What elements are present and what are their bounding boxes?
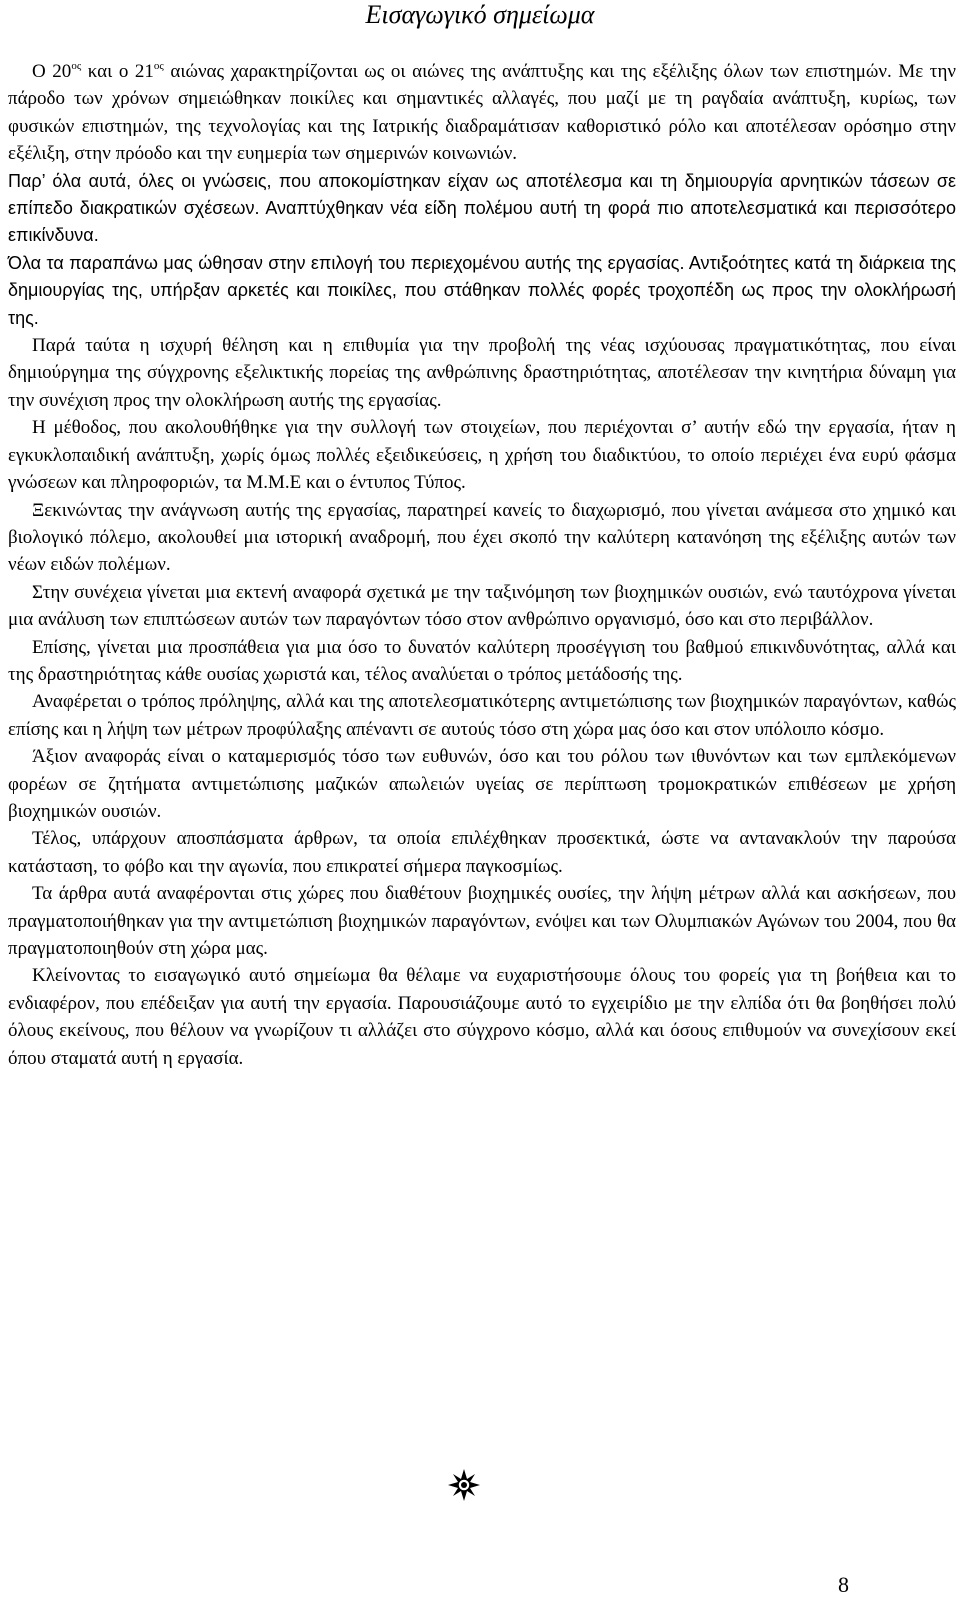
paragraph: Στην συνέχεια γίνεται μια εκτενή αναφορά σχετικά με την ταξινόμηση των βιοχημικών ουσιών, ενώ ταυτόχρονα γίνεται μια ανάλυση των επιπτώσεων αυτών των παραγόντων τόσο στον ανθρώπινο οργανισμό, όσο και στο περιβάλλον. <box>8 581 956 631</box>
page-number: 8 <box>838 1572 849 1597</box>
intro-prefix: Ο 20 <box>32 61 72 82</box>
paragraph: Αναφέρεται ο τρόπος πρόληψης, αλλά και της αποτελεσματικότερης αντιμετώπισης των βιοχημικών παραγόντων, καθώς επίσης και η λήψη των μέτρων προφύλαξης απέναντι σε αυτούς τόσο στη χώρα μας όσο και στον υπόλοιπο κόσμο. <box>8 691 956 740</box>
paragraph-intro <box>8 58 956 168</box>
paragraph: Κλείνοντας το εισαγωγικό αυτό σημείωμα θα θέλαμε να ευχαριστήσουμε όλους του φορείς για τη βοήθεια και το ενδιαφέρον, που επέδειξαν για αυτή την εργασία. Παρουσιάζουμε αυτό το εγχειρίδιο με την ελπίδα ότι θα βοηθήσει πολύ όλους εκείνους, που θέλουν να γνωρίζουν τι αλλάζει στο σύγχρονο κόσμο, αλλά και όσους επιθυμούν να συνεχίσουν εκεί όπου σταματά αυτή η εργασία. <box>8 965 956 1069</box>
paragraph: Παρά ταύτα η ισχυρή θέληση και η επιθυμία για την προβολή της νέας ισχύουσας πραγματικότητας, που είναι δημιούργημα της σύγχρονης εξελικτικής πορείας της ανθρώπινης δραστηριότητας, αποτέλεσαν την κινητήρια δύναμη για την συνέχιση προς την ολοκλήρωση αυτής της εργασίας. <box>8 335 956 411</box>
paragraph: Επίσης, γίνεται μια προσπάθεια για μια όσο το δυνατόν καλύτερη προσέγγιση του βαθμού επικινδυνότητας, αλλά και της δραστηριότητας κάθε ουσίας χωριστά και, τέλος αναλύεται ο τρόπος μετάδοσής της. <box>8 636 956 685</box>
ordinal-superscript: ος <box>153 60 164 72</box>
intro-mid: και ο 21 <box>81 61 154 82</box>
paragraph: Η μέθοδος, που ακολουθήθηκε για την συλλογή των στοιχείων, που περιέχονται σ’ αυτήν εδώ την εργασία, ήταν η εγκυκλοπαιδική ανάπτυξη, χωρίς όμως πολλές εξειδικεύσεις, η χρήση του διαδικτύου, το οποίο περιέχει ένα ευρύ φάσμα γνώσεων και πληροφοριών, τα Μ.Μ.Ε και ο έντυπος Τύπος. <box>8 417 956 494</box>
ordinal-superscript: ος <box>71 60 82 72</box>
paragraph: Παρ’ όλα αυτά, όλες οι γνώσεις, που αποκομίστηκαν είχαν ως αποτέλεσμα και τη δημιουργία αρνητικών τάσεων σε επίπεδο διακρατικών σχέσεων. Αναπτύχθηκαν νέα είδη πολέμου αυτή τη φορά πιο αποτελεσματικά και περισσότερο επικίνδυνα. <box>8 170 956 246</box>
body-text <box>8 58 956 1072</box>
paragraph: Άξιον αναφοράς είναι ο καταμερισμός τόσο των ευθυνών, όσο και του ρόλου των ιθυνόντων και των εμπλεκόμενων φορέων σε ζητήματα αντιμετώπισης μαζικών απωλειών υγείας σε περίπτωση τρομοκρατικών επιθέσεων με χρήση βιοχημικών ουσιών. <box>8 746 956 822</box>
paragraph: Όλα τα παραπάνω μας ώθησαν στην επιλογή του περιεχομένου αυτής της εργασίας. Αντιξοότητες κατά τη διάρκεια της δημιουργίας της, υπήρξαν αρκετές και ποικίλες, που στάθηκαν πολλές φορές τροχοπέδη ως προς την ολοκλήρωσή της. <box>8 252 956 328</box>
star-burst-icon <box>447 1468 481 1502</box>
intro-rest: αιώνας χαρακτηρίζονται ως οι αιώνες της ανάπτυξης και της εξέλιξης όλων των επιστημών. Με την πάροδο των χρόνων σημειώθηκαν ποικίλες και σημαντικές αλλαγές, που μαζί με τη ραγδαία ανάπτυξη, κυρίως, των φυσικών επιστημών, της τεχνολογίας και της Ιατρικής διαδραμάτισαν καθοριστικό ρόλο και αποτέλεσαν ορόσημο στην εξέλιξη, στην πρόοδο και την ευημερία των σημερινών κοινωνιών. <box>8 61 956 165</box>
paragraph: Τα άρθρα αυτά αναφέρονται στις χώρες που διαθέτουν βιοχημικές ουσίες, την λήψη μέτρων αλλά και ασκήσεων, που πραγματοποιήθηκαν για την αντιμετώπιση βιοχημικών παραγόντων, ενόψει και των Ολυμπιακών Αγώνων του 2004, που θα πραγματοποιηθούν στη χώρα μας. <box>8 883 956 959</box>
paragraph: Ξεκινώντας την ανάγνωση αυτής της εργασίας, παρατηρεί κανείς το διαχωρισμό, που γίνεται ανάμεσα στο χημικό και βιολογικό πόλεμο, ακολουθεί μια ιστορική αναδρομή, που έχει σκοπό την καλύτερη κατανόηση της εξέλιξης αυτών των νέων ειδών πολέμων. <box>8 499 956 576</box>
paragraph: Τέλος, υπάρχουν αποσπάσματα άρθρων, τα οποία επιλέχθηκαν προσεκτικά, ώστε να αντανακλούν την παρούσα κατάσταση, το φόβο και την αγωνία, που επικρατεί σήμερα παγκοσμίως. <box>8 828 956 877</box>
page-title: Εισαγωγικό σημείωμα <box>365 0 595 29</box>
